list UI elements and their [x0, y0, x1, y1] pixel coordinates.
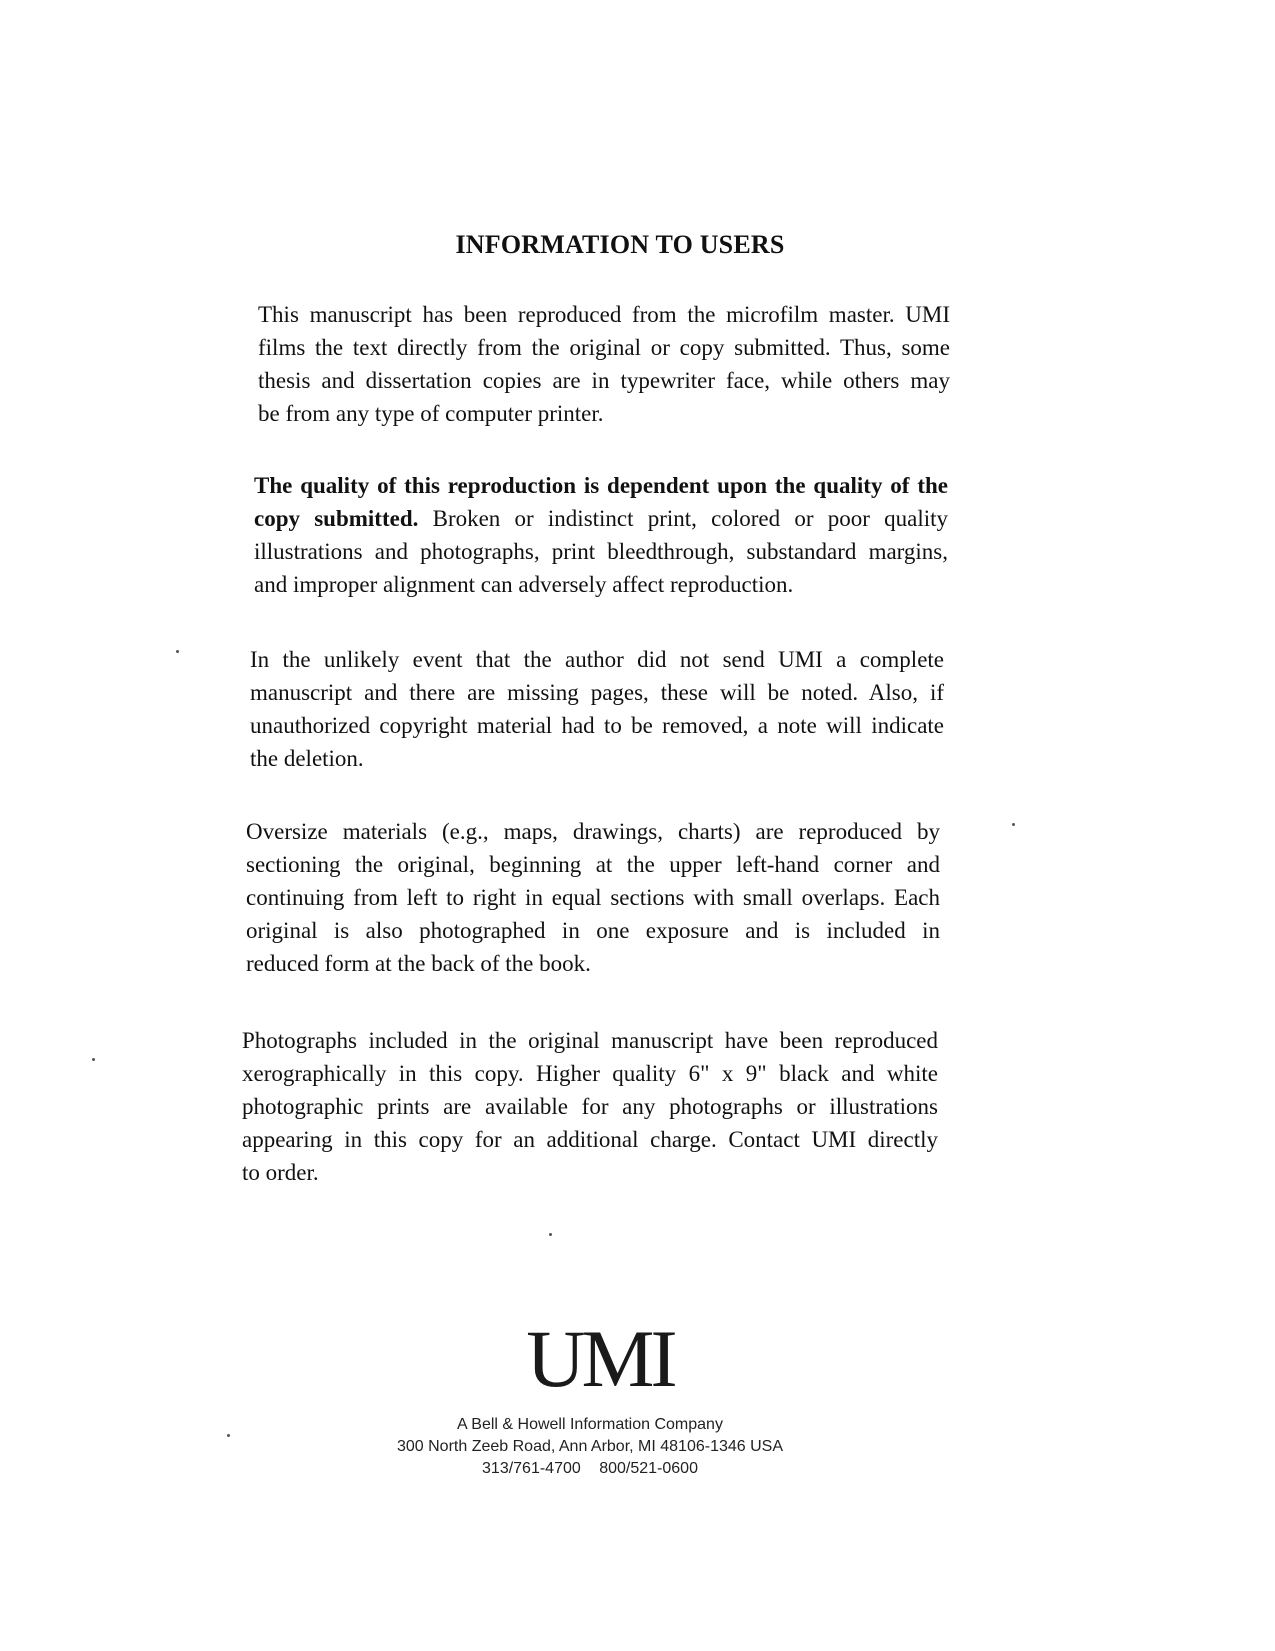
paragraph-line: the deletion. [250, 746, 364, 771]
paragraph-line: unauthorized copyright material had to be removed, a note will indicate [250, 713, 944, 738]
paragraph-photographs [242, 1024, 938, 1189]
paragraph-line: photographic prints are available for any photographs or illustrations [242, 1094, 938, 1119]
paragraph-line: Photographs included in the original manuscript have been reproduced [242, 1028, 938, 1053]
company-phones: 313/761-4700 800/521-0600 [482, 1460, 698, 1477]
paragraph-oversize-materials [246, 815, 940, 980]
paragraph-line: manuscript and there are missing pages, these will be noted. Also, if [250, 680, 944, 705]
paragraph-line: xerographically in this copy. Higher quality 6" x 9" black and white [242, 1061, 938, 1086]
company-address: 300 North Zeeb Road, Ann Arbor, MI 48106-1346 USA [396, 1438, 784, 1455]
paragraph-line: continuing from left to right in equal sections with small overlaps. Each [246, 885, 940, 910]
paragraph-quality-notice [254, 469, 948, 601]
paragraph-line: be from any type of computer printer. [258, 401, 604, 426]
paragraph-line: and improper alignment can adversely affect reproduction. [254, 572, 794, 597]
paragraph-line: illustrations and photographs, print bleedthrough, substandard margins, [254, 539, 948, 564]
page-title: INFORMATION TO USERS [455, 230, 785, 259]
scan-speck [549, 1233, 552, 1236]
umi-logo: UMI [526, 1313, 674, 1404]
paragraph-reproduction-source [258, 298, 950, 430]
scan-speck [176, 650, 179, 653]
paragraph-line [254, 502, 948, 535]
bold-lead-text: The quality of this reproduction is dependent upon the quality of the [254, 473, 948, 498]
paragraph-line: to order. [242, 1160, 319, 1185]
bold-lead-text: copy submitted. [254, 506, 419, 531]
paragraph-line: In the unlikely event that the author did not send UMI a complete [250, 647, 944, 672]
paragraph-line: original is also photographed in one exposure and is included in [246, 918, 940, 943]
scan-speck [92, 1058, 95, 1061]
scan-speck [227, 1434, 230, 1437]
paragraph-line: thesis and dissertation copies are in typewriter face, while others may [258, 368, 950, 393]
paragraph-line: reduced form at the back of the book. [246, 951, 591, 976]
paragraph-line-rest: Broken or indistinct print, colored or poor quality [418, 506, 948, 531]
paragraph-missing-pages [250, 643, 944, 775]
scan-speck [1012, 823, 1015, 826]
paragraph-line: films the text directly from the original or copy submitted. Thus, some [258, 335, 950, 360]
paragraph-line: sectioning the original, beginning at the upper left-hand corner and [246, 852, 940, 877]
paragraph-line: appearing in this copy for an additional charge. Contact UMI directly [242, 1127, 938, 1152]
paragraph-line: This manuscript has been reproduced from the microfilm master. UMI [258, 302, 950, 327]
company-tagline: A Bell & Howell Information Company [457, 1416, 723, 1433]
paragraph-line: Oversize materials (e.g., maps, drawings, charts) are reproduced by [246, 819, 940, 844]
